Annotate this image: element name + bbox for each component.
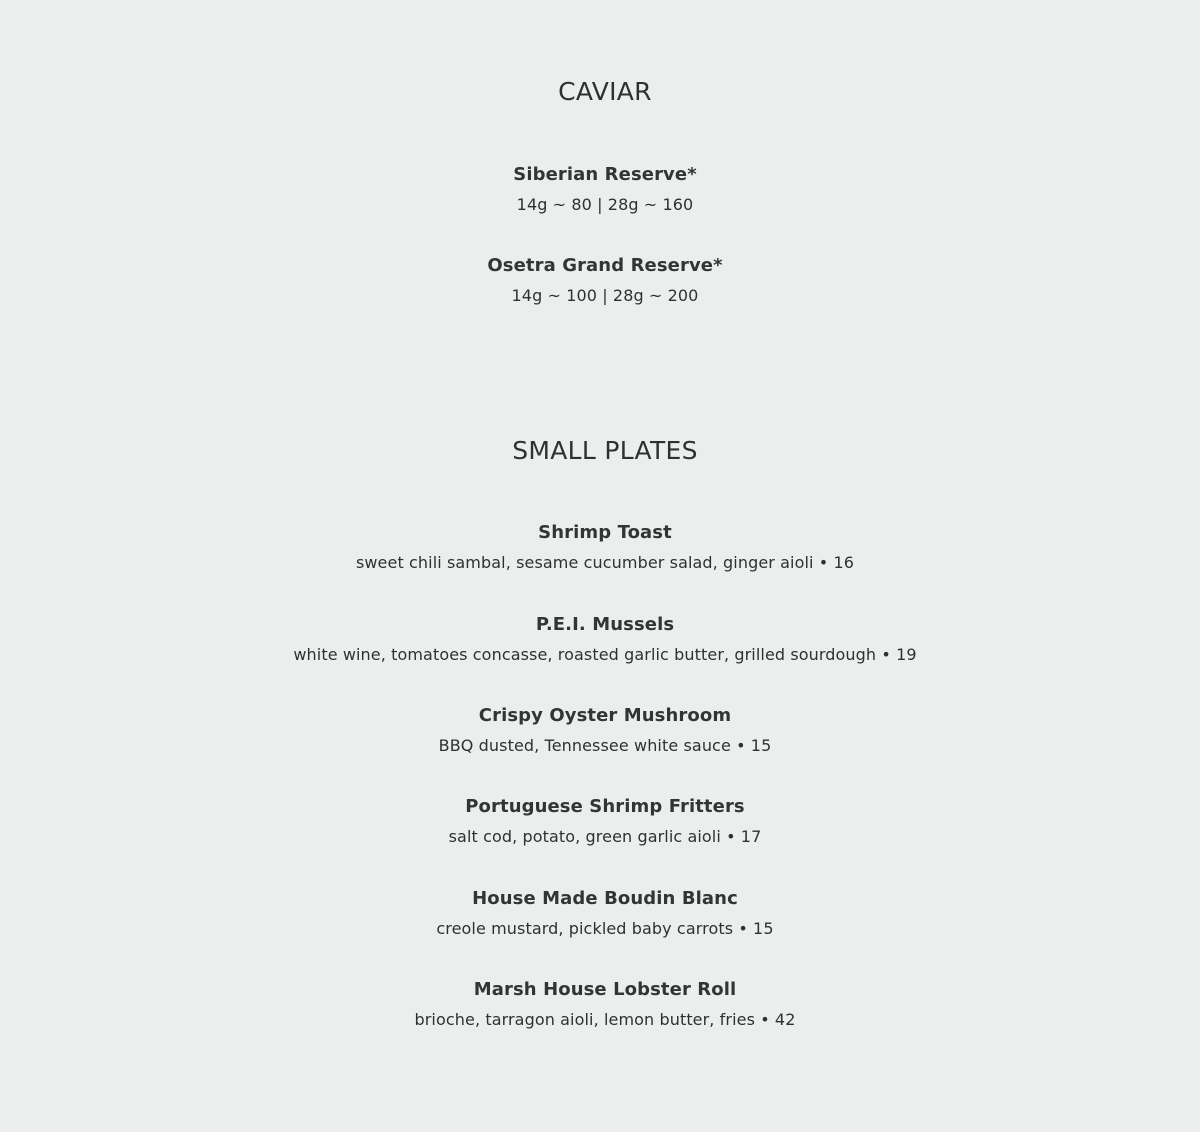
item-description: sweet chili sambal, sesame cucumber salad, ginger aioli • 16 — [355, 553, 855, 572]
item-name: House Made Boudin Blanc — [472, 888, 738, 909]
item-description: white wine, tomatoes concasse, roasted garlic butter, grilled sourdough • 19 — [293, 645, 917, 664]
item-description: brioche, tarragon aioli, lemon butter, fries • 42 — [414, 1010, 796, 1029]
item-name: Crispy Oyster Mushroom — [478, 705, 732, 726]
section-title-small-plates: SMALL PLATES — [512, 436, 698, 465]
menu-item-pei-mussels — [0, 614, 1200, 665]
menu-item-shrimp-toast — [0, 522, 1200, 573]
item-description: creole mustard, pickled baby carrots • 15 — [436, 919, 774, 938]
item-description: 14g ~ 100 | 28g ~ 200 — [511, 286, 699, 305]
menu-item-osetra-grand-reserve — [0, 255, 1200, 306]
item-name: Osetra Grand Reserve* — [487, 255, 723, 276]
item-description: BBQ dusted, Tennessee white sauce • 15 — [438, 736, 772, 755]
item-description: salt cod, potato, green garlic aioli • 17 — [448, 827, 762, 846]
item-name: Portuguese Shrimp Fritters — [465, 796, 745, 817]
small-plates-section — [0, 436, 1200, 466]
menu-item-crispy-oyster-mushroom — [0, 705, 1200, 756]
menu-item-portuguese-shrimp-fritters — [0, 796, 1200, 847]
caviar-section — [0, 77, 1200, 107]
item-name: Shrimp Toast — [538, 522, 672, 543]
item-name: Siberian Reserve* — [513, 164, 697, 185]
item-description: 14g ~ 80 | 28g ~ 160 — [516, 195, 694, 214]
menu-item-house-made-boudin-blanc — [0, 888, 1200, 939]
menu-item-marsh-house-lobster-roll — [0, 979, 1200, 1030]
section-title-caviar: CAVIAR — [558, 77, 652, 106]
menu-item-siberian-reserve — [0, 164, 1200, 215]
item-name: Marsh House Lobster Roll — [473, 979, 737, 1000]
item-name: P.E.I. Mussels — [535, 614, 675, 635]
